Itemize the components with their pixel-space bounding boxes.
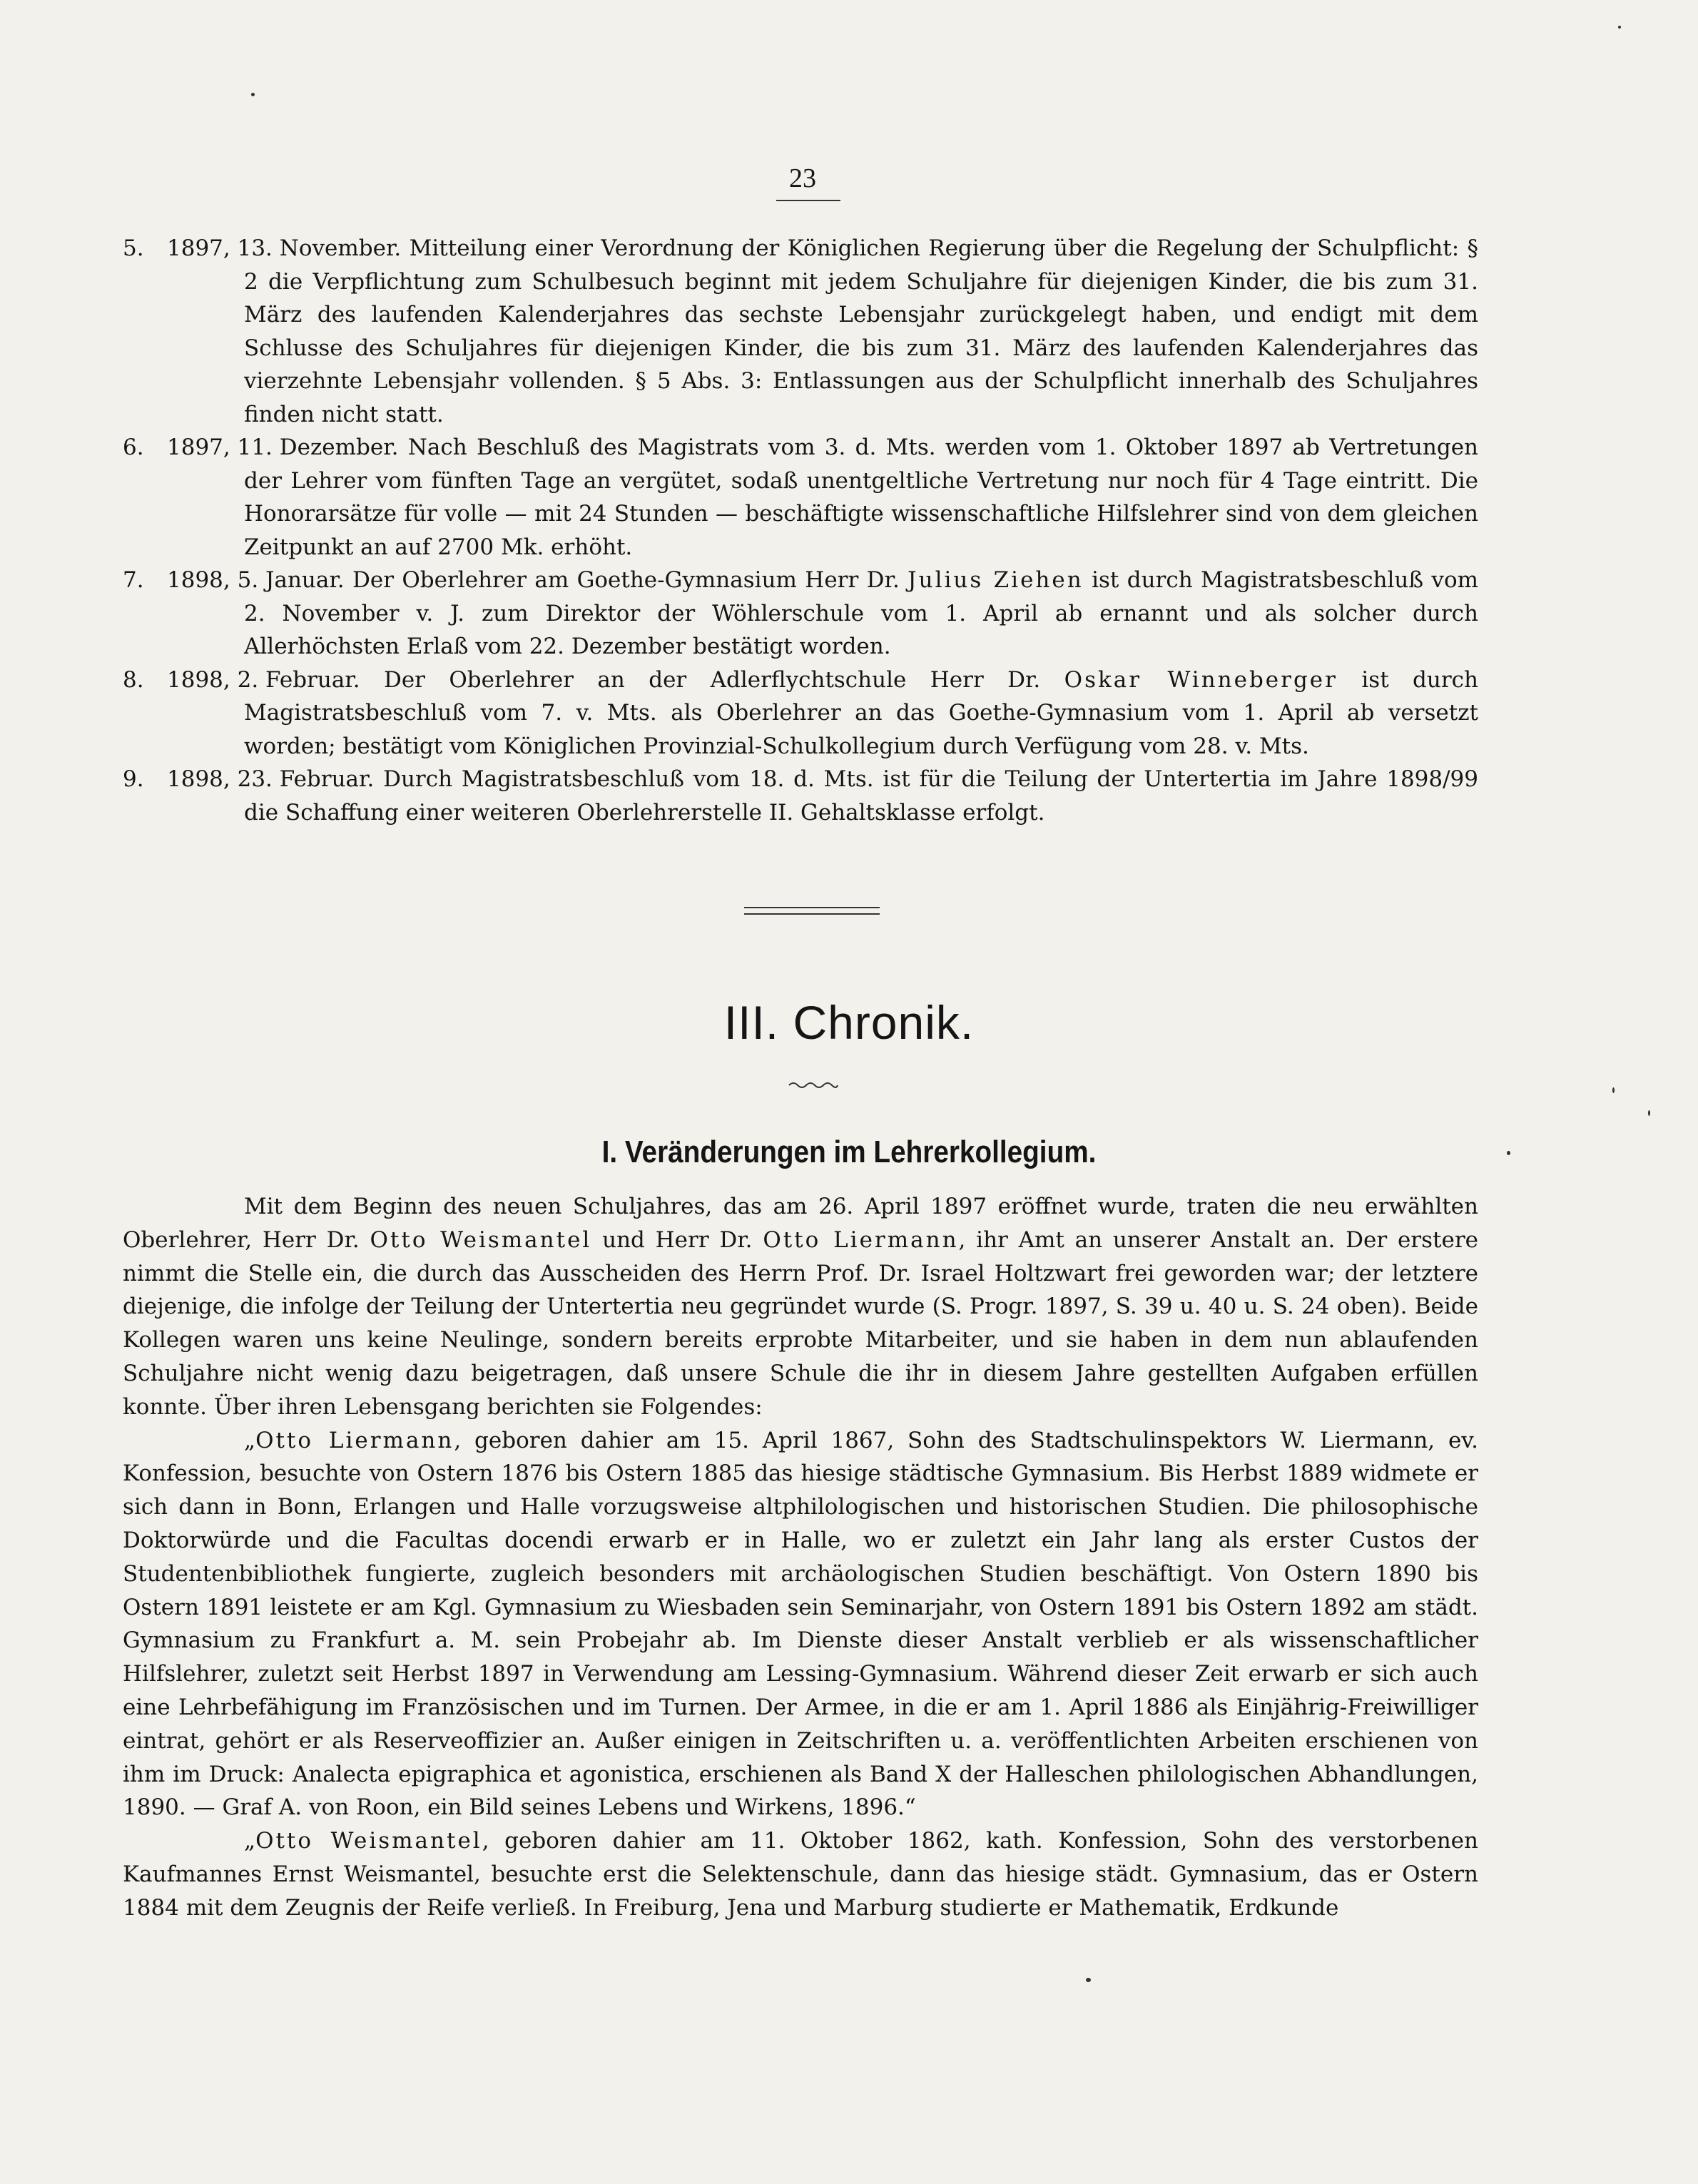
- person-name: Julius Ziehen: [908, 567, 1084, 593]
- body-text: [123, 1190, 1478, 1925]
- chronicle-entry: [123, 763, 1478, 829]
- print-speck: [251, 93, 255, 96]
- paragraph-text: , geboren dahier am 11. Oktober 1862, kath. Konfession, Sohn des verstorbenen Kaufmannes Ernst Weismantel, besuchte erst die Selektenschule, dann das hiesige städt. Gymnasium, das er Ostern 1884 mit dem Zeugnis der Reife verließ. In Freiburg, Jena und Marburg studierte er Mathematik, Erdkunde: [123, 1828, 1478, 1921]
- entry-date: 1897, 13. November.: [167, 235, 402, 261]
- entry-text: Der Oberlehrer an der Adlerflychtschule Herr Dr.: [383, 666, 1064, 693]
- body-paragraph: [123, 1424, 1478, 1825]
- print-speck: [1612, 1087, 1615, 1093]
- entry-text: Der Oberlehrer am Goethe-Gymnasium Herr Dr.: [352, 567, 908, 593]
- entry-date: 1898, 5. Januar.: [167, 567, 345, 593]
- chapter-title: III. Chronik.: [723, 996, 975, 1049]
- entry-date: 1898, 2. Februar.: [167, 666, 360, 693]
- entry-number: 7.: [123, 567, 144, 593]
- entry-text: Durch Magistratsbeschluß vom 18. d. Mts. ist für die Teilung der Untertertia im Jahre 1898/99 die Schaffung einer weiteren Oberlehrerstelle II. Gehaltsklasse erfolgt.: [244, 766, 1478, 826]
- paragraph-text: „: [244, 1828, 256, 1854]
- entry-number: 8.: [123, 666, 144, 693]
- body-paragraph: [123, 1190, 1478, 1424]
- person-name: Oskar Winneberger: [1064, 666, 1338, 693]
- paragraph-text: „: [244, 1427, 256, 1453]
- paragraph-text: Mit dem Beginn des neuen Schuljahres, das am 26. April 1897 eröffnet wurde, traten die neu erwählten Oberlehrer, Herr Dr.: [123, 1194, 1478, 1253]
- print-speck: [1648, 1110, 1650, 1116]
- paragraph-text: , ihr Amt an unserer Anstalt an. Der erstere nimmt die Stelle ein, die durch das Ausscheiden des Herrn Prof. Dr. Israel Holtzwart frei geworden war; der letztere diejenige, die infolge der Teilung der Untertertia neu gegründet wurde (S. Progr. 1897, S. 39 u. 40 u. S. 24 oben). Beide Kollegen waren uns keine Neulinge, sondern bereits erprobte Mitarbeiter, und sie haben in dem nun ablaufenden Schuljahre nicht wenig dazu beigetragen, daß unsere Schule die ihr in diesem Jahre gestellten Aufgaben erfüllen konnte. Über ihren Lebensgang berichten sie Folgendes:: [123, 1226, 1478, 1420]
- page-number: 23: [789, 163, 816, 193]
- entry-text: ist durch Magistratsbeschluß vom 7. v. Mts. als Oberlehrer an das Goethe-Gymnasium vom 1. April ab versetzt worden; bestätigt vom Königlichen Provinzial-Schulkollegium durch Verfügung vom 28. v. Mts.: [244, 666, 1478, 759]
- print-speck: [1086, 1978, 1091, 1982]
- person-name: Otto Weismantel: [255, 1828, 482, 1854]
- section-title: I. Veränderungen im Lehrerkollegium.: [601, 1134, 1097, 1169]
- entry-text: Mitteilung einer Verordnung der Königlichen Regierung über die Regelung der Schulpflicht: § 2 die Verpflichtung zum Schulbesuch beginnt mit jedem Schuljahre für diejenigen Kinder, die bis zum 31. März des laufenden Kalenderjahres das sechste Lebensjahr zurückgelegt haben, und endigt mit dem Schlusse des Schuljahres für diejenigen Kinder, die bis zum 31. März des laufenden Kalenderjahres das vierzehnte Lebensjahr vollenden. § 5 Abs. 3: Entlassungen aus der Schulpflicht innerhalb des Schuljahres finden nicht statt.: [244, 235, 1478, 427]
- person-name: Otto Liermann: [255, 1427, 454, 1453]
- chronicle-entry: [123, 664, 1478, 763]
- person-name: Otto Liermann: [763, 1226, 959, 1253]
- section-divider: [744, 907, 880, 915]
- entry-text: Nach Beschluß des Magistrats vom 3. d. Mts. werden vom 1. Oktober 1897 ab Vertretungen der Lehrer vom fünften Tage an vergütet, sodaß unentgeltliche Vertretung nur noch für 4 Tage eintritt. Die Honorarsätze für volle — mit 24 Stunden — beschäftigte wissenschaftliche Hilfslehrer sind von dem gleichen Zeitpunkt an auf 2700 Mk. erhöht.: [244, 435, 1479, 560]
- entry-list: [123, 232, 1478, 829]
- ornament-squiggle: [788, 1080, 839, 1090]
- paragraph-text: , geboren dahier am 15. April 1867, Sohn des Stadtschulinspektors W. Liermann, ev. Konfession, besuchte von Ostern 1876 bis Ostern 1885 das hiesige städtische Gymnasium. Bis Herbst 1889 widmete er sich dann in Bonn, Erlangen und Halle vorzugsweise altphilologischen und historischen Studien. Die philosophische Doktorwürde und die Facultas docendi erwarb er in Halle, wo er zuletzt ein Jahr lang als erster Custos der Studentenbibliothek fungierte, zugleich besonders mit archäologischen Studien beschäftigt. Von Ostern 1890 bis Ostern 1891 leistete er am Kgl. Gymnasium zu Wiesbaden sein Seminarjahr, von Ostern 1891 bis Ostern 1892 am städt. Gymnasium zu Frankfurt a. M. sein Probejahr ab. Im Dienste dieser Anstalt verblieb er als wissenschaftlicher Hilfslehrer, zuletzt seit Herbst 1897 in Verwendung am Lessing-Gymnasium. Während dieser Zeit erwarb er sich auch eine Lehrbefähigung im Französischen und im Turnen. Der Armee, in die er am 1. April 1886 als Einjährig-Freiwilliger eintrat, gehört er als Reserveoffizier an. Außer einigen in Zeitschriften u. a. veröffentlichten Arbeiten erschienen von ihm im Druck: Analecta epigraphica et agonistica, erschienen als Band X der Halleschen philologischen Abhandlungen, 1890. — Graf A. von Roon, ein Bild seines Lebens und Wirkens, 1896.“: [123, 1427, 1478, 1821]
- print-speck: [1507, 1151, 1510, 1155]
- chronicle-entry: [123, 232, 1478, 431]
- entry-number: 9.: [123, 766, 144, 792]
- chronicle-entry: [123, 564, 1478, 664]
- paragraph-text: und Herr Dr.: [591, 1226, 763, 1253]
- chronicle-entry: [123, 431, 1478, 564]
- person-name: Otto Weismantel: [370, 1226, 592, 1253]
- page-number-rule: [776, 200, 840, 201]
- print-speck: [1618, 26, 1621, 29]
- entry-date: 1898, 23. Februar.: [167, 766, 375, 792]
- body-paragraph: [123, 1824, 1478, 1924]
- entry-text: ist durch Magistratsbeschluß vom 2. November v. J. zum Direktor der Wöhlerschule vom 1. April ab ernannt und als solcher durch Allerhöchsten Erlaß vom 22. Dezember bestätigt worden.: [244, 567, 1479, 659]
- entry-number: 5.: [123, 235, 144, 261]
- entry-number: 6.: [123, 435, 144, 460]
- entry-date: 1897, 11. Dezember.: [167, 435, 399, 460]
